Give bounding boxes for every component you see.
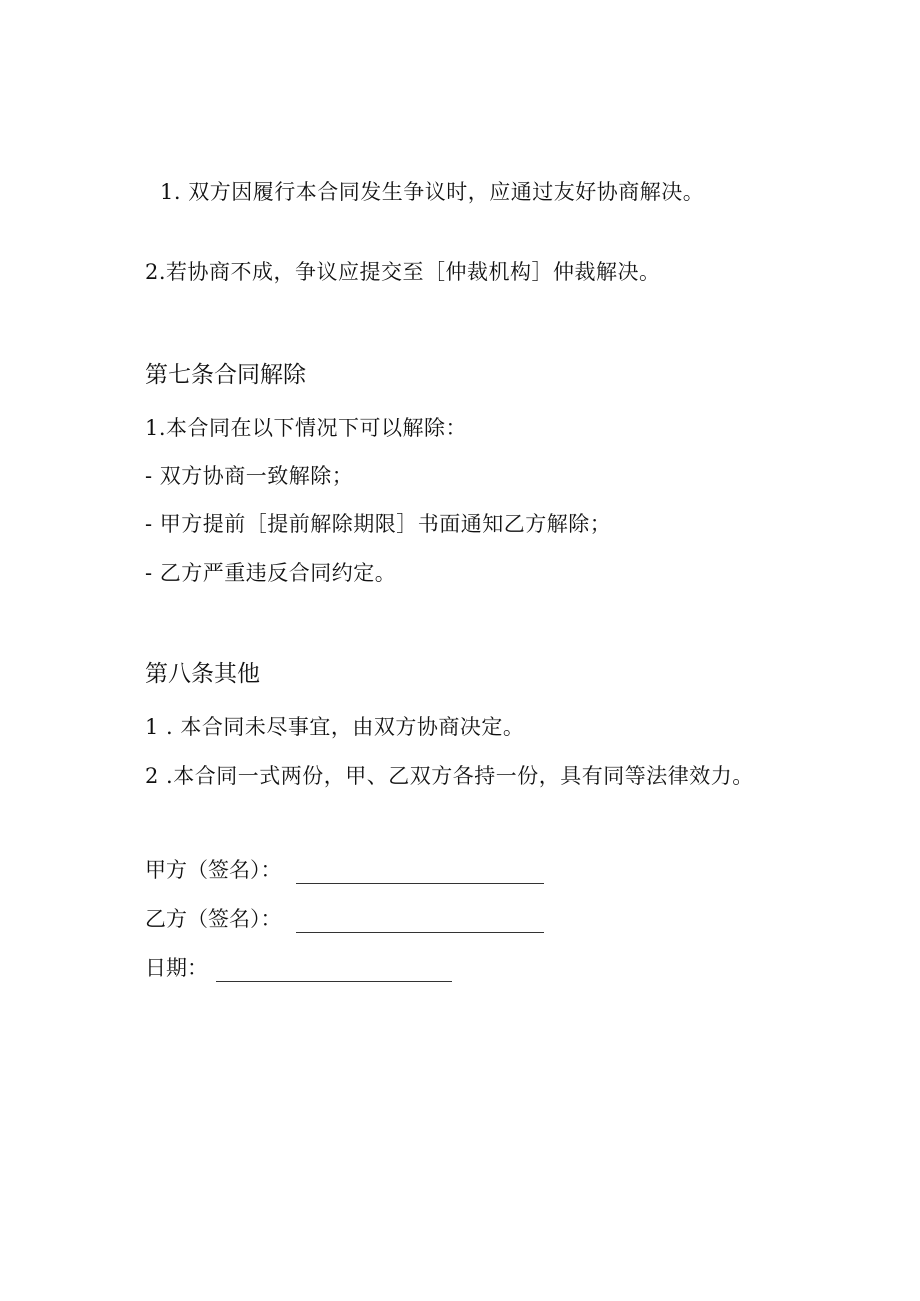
section-8-heading: 第八条其他 (145, 661, 260, 687)
section-7-heading: 第七条合同解除 (145, 362, 306, 388)
section-7-bullet-2: - 甲方提前［提前解除期限］书面通知乙方解除； (145, 512, 612, 536)
section-8-item-1: 1 . 本合同未尽事宜，由双方协商决定。 (145, 715, 525, 739)
signature-party-a (145, 856, 544, 884)
section-7-bullet-3: - 乙方严重违反合同约定。 (145, 561, 397, 585)
section-7-intro: 1.本合同在以下情况下可以解除： (145, 416, 468, 440)
dispute-item-1: 1. 双方因履行本合同发生争议时，应通过友好协商解决。 (160, 180, 705, 204)
section-7-bullet-1: - 双方协商一致解除； (145, 464, 354, 488)
signature-party-b (145, 905, 544, 933)
party-b-signature-line[interactable] (296, 910, 544, 933)
date-line[interactable] (216, 959, 452, 982)
party-a-label: 甲方（签名）： (145, 858, 282, 882)
section-8-item-2: 2 .本合同一式两份，甲、乙双方各持一份，具有同等法律效力。 (145, 764, 754, 788)
dispute-item-2: 2.若协商不成，争议应提交至［仲裁机构］仲裁解决。 (145, 260, 661, 284)
party-b-label: 乙方（签名）： (145, 907, 282, 931)
party-a-signature-line[interactable] (296, 861, 544, 884)
signature-date (145, 954, 452, 982)
date-label: 日期： (145, 956, 208, 980)
